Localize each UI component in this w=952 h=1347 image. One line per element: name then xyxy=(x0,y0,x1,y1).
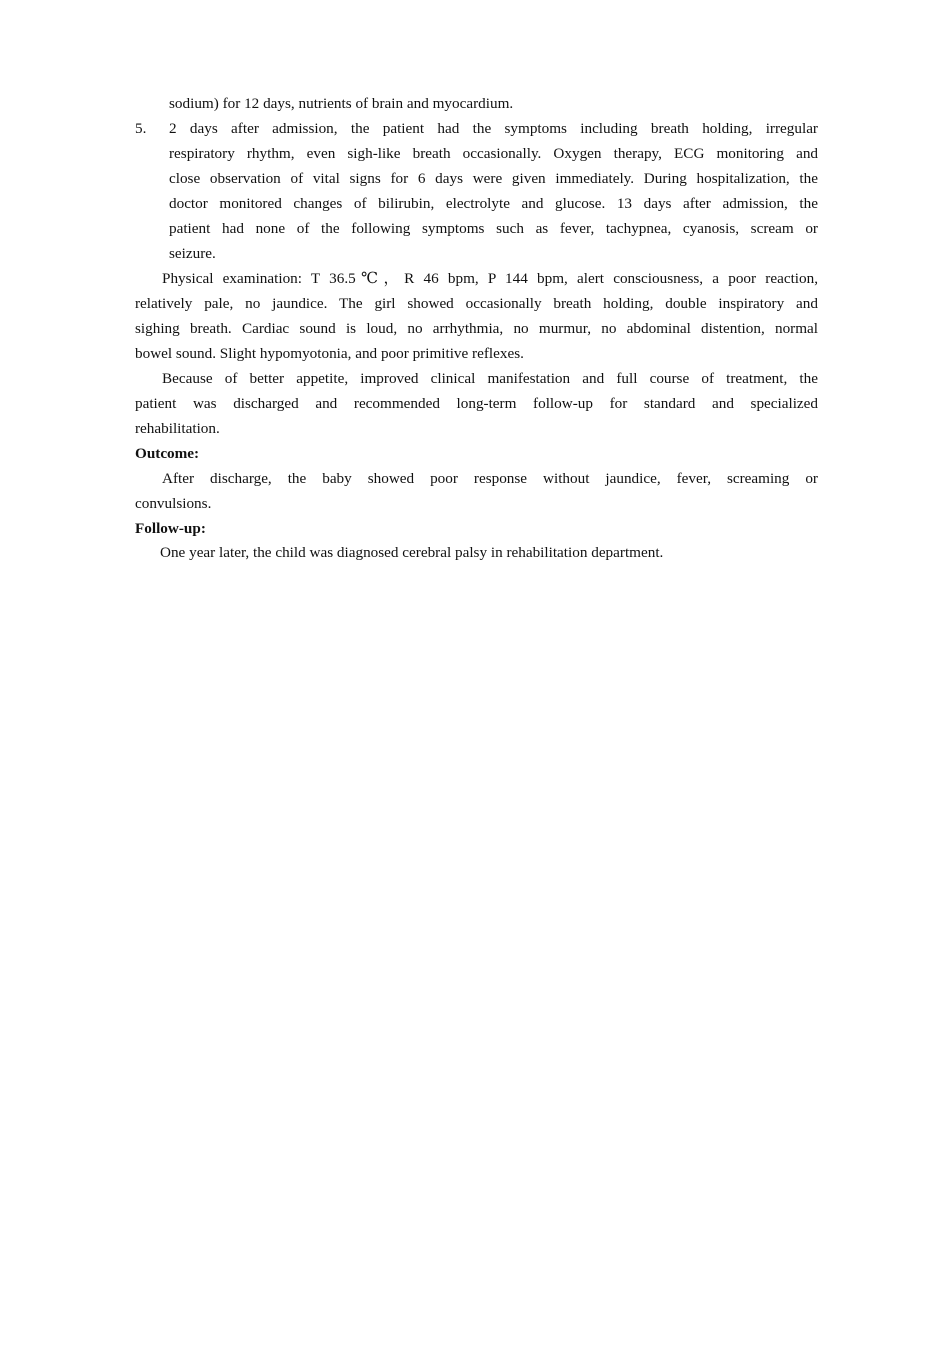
list-number: 5. xyxy=(135,120,147,137)
text-line: seizure. xyxy=(169,245,216,262)
text-line: Physical examination: T 36.5℃，R 46 bpm, P 144 bpm, alert consciousness, a poor reaction, xyxy=(162,270,818,287)
text-line: patient was discharged and recommended long-term follow-up for standard and specialized xyxy=(135,395,818,412)
text-line: sodium) for 12 days, nutrients of brain and myocardium. xyxy=(169,95,514,112)
text-line: 2 days after admission, the patient had the symptoms including breath holding, irregular xyxy=(169,120,818,137)
text-line: Because of better appetite, improved clinical manifestation and full course of treatment, the xyxy=(162,370,818,387)
text-line: respiratory rhythm, even sigh-like breath occasionally. Oxygen therapy, ECG monitoring and xyxy=(169,145,818,162)
text-line: close observation of vital signs for 6 days were given immediately. During hospitalization, the xyxy=(169,170,818,187)
text-line: convulsions. xyxy=(135,495,212,512)
text-line: doctor monitored changes of bilirubin, electrolyte and glucose. 13 days after admission, the xyxy=(169,195,818,212)
text-line: bowel sound. Slight hypomyotonia, and poor primitive reflexes. xyxy=(135,345,524,362)
text-line: sighing breath. Cardiac sound is loud, no arrhythmia, no murmur, no abdominal distention, normal xyxy=(135,320,818,337)
text-line: After discharge, the baby showed poor response without jaundice, fever, screaming or xyxy=(162,470,818,487)
text-line: rehabilitation. xyxy=(135,420,220,437)
text-line: One year later, the child was diagnosed cerebral palsy in rehabilitation department. xyxy=(160,544,664,561)
text-line: patient had none of the following symptoms such as fever, tachypnea, cyanosis, scream or xyxy=(169,220,818,237)
text-line: relatively pale, no jaundice. The girl showed occasionally breath holding, double inspiratory and xyxy=(135,295,818,312)
follow-up-heading: Follow-up: xyxy=(135,520,206,537)
outcome-heading: Outcome: xyxy=(135,445,200,462)
